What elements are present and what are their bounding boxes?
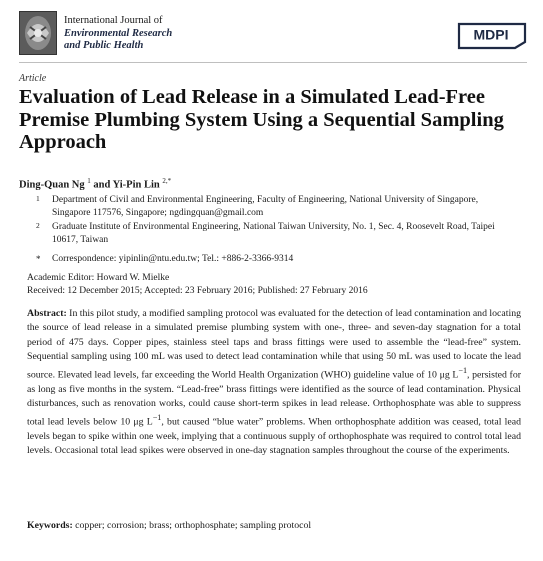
affiliation-2: Graduate Institute of Environmental Engineering, National Taiwan University, No. 1, Sec. 4, Roosevelt Road, Taipei 10617, Taiwan [52,222,495,246]
author-separator: and [90,179,113,191]
journal-name [64,15,172,53]
keywords-text: copper; corrosion; brass; orthophosphate; sampling protocol [72,520,312,531]
author-affiliation-marker: 2,* [162,177,172,185]
article-type-label: Article [19,73,47,84]
abstract-label: Abstract: [27,308,67,319]
journal-name-line1: International Journal of [64,15,163,26]
abstract-paragraph [27,307,521,459]
affiliation-marker: 1 [36,194,40,203]
author-name[interactable]: Yi-Pin Lin [112,179,160,191]
academic-editor: Academic Editor: Howard W. Mielke [27,273,170,283]
abstract-text: , but caused “blue water” problems. When orthophosphate addition was ceased, total lead levels began to spike within one week, implying that a continuous supply of orthophosphate was required to control total lead levels. Occasional total lead spikes were observed in one-day stagnation samples throughout the course of the experiments. [27,416,521,457]
article-title: Evaluation of Lead Release in a Simulated Lead-Free Premise Plumbing System Using a Sequential Sampling Approach [19,86,504,153]
correspondence-line: Correspondence: yipinlin@ntu.edu.tw; Tel.: +886-2-3366-9314 [52,254,294,264]
journal-name-line3: and Public Health [64,40,144,51]
author-name[interactable]: Ding-Quan Ng [19,179,85,191]
svg-text:MDPI: MDPI [473,26,509,43]
publication-dates: Received: 12 December 2015; Accepted: 23 February 2016; Published: 27 February 2016 [27,286,368,296]
abstract-text: In this pilot study, a modified sampling protocol was evaluated for the detection of lead contamination and locating the source of lead release in a simulated premise plumbing system with one-, three- and seven-day stagnation for a total period of 475 days. Copper pipes, stainless steel taps and brass fittings were used to assemble the “lead-free” system. Sequential sampling using 100 mL was used to detect lead contamination while that using 50 mL was used to locate the lead source. Elevated lead levels, far exceeding the World Health Organization (WHO) guideline value of 10 μg L [27,308,521,381]
author-list [19,177,171,191]
journal-name-line2: Environmental Research [64,27,173,39]
unit-exponent: −1 [458,366,468,376]
correspondence-marker: * [36,254,41,264]
affiliation-1: Department of Civil and Environmental Engineering, Faculty of Engineering, National University of Singapore, Singapore 117576, Singapore; ngdingquan@gmail.com [52,195,479,219]
unit-exponent: −1 [152,413,162,423]
abstract-text: , persisted for as long as five months in the system. “Lead-free” brass fittings were identified as the source of lead contamination. Physical disturbances, such as renovation works, could cause short-term spikes in lead release. Orthophosphate was able to suppress total lead levels below 10 μg L [27,369,521,428]
keywords-label: Keywords: [27,520,73,531]
author-affiliation-marker: 1 [87,177,91,185]
affiliation-marker: 2 [36,221,40,230]
journal-emblem-icon [19,11,57,55]
mdpi-logo-icon [455,20,529,50]
header-divider [19,62,527,63]
keywords-line [27,520,311,531]
